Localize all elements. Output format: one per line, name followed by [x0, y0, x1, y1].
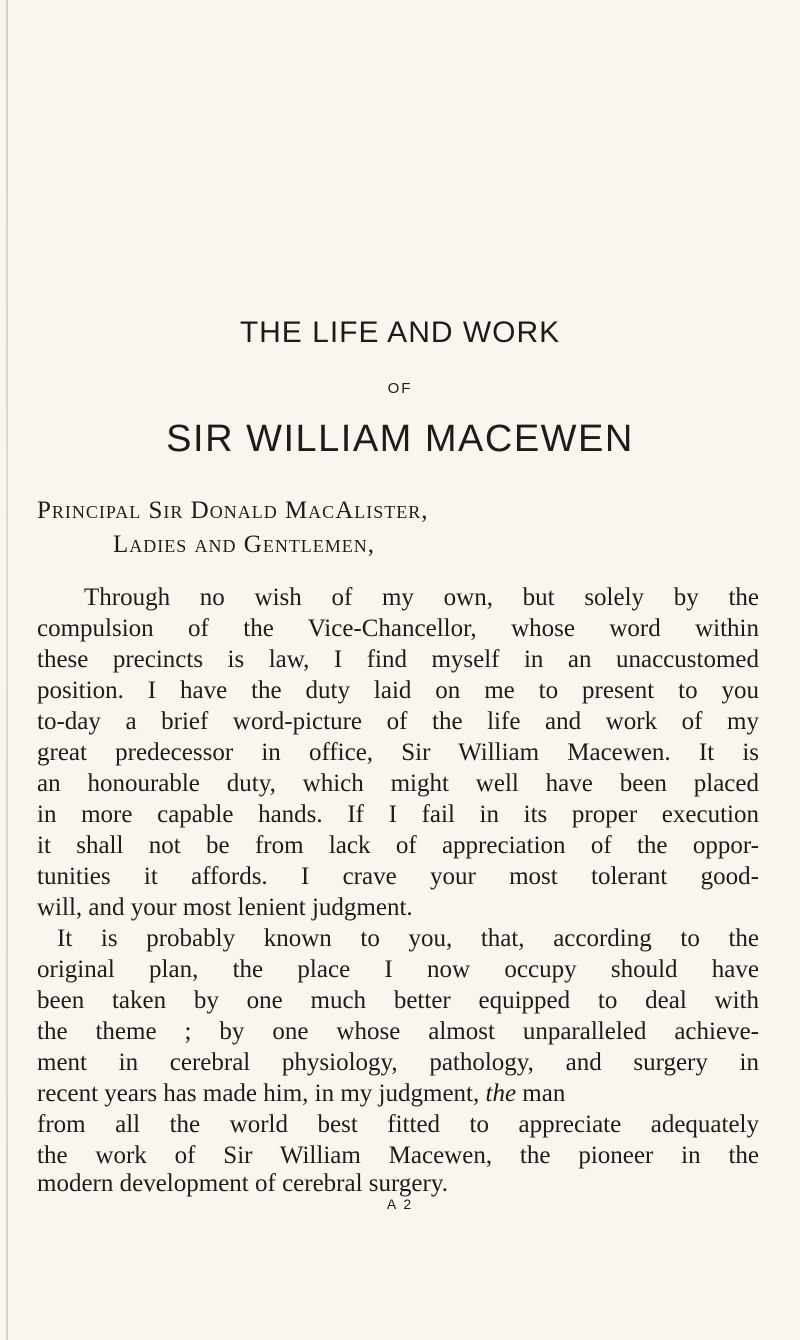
body-line: the work of Sir William Macewen, the pioneer in the — [37, 1142, 759, 1169]
body-line: position. I have the duty laid on me to present to you — [37, 677, 759, 704]
body-line: been taken by one much better equipped to deal with — [37, 987, 759, 1014]
body-line-segment: recent years has made him, in my judgment, — [37, 1080, 480, 1107]
body-line: modern development of cerebral surgery. — [37, 1170, 448, 1197]
salutation-line-1: Principal Sir Donald MacAlister, — [37, 497, 429, 524]
title-name: SIR WILLIAM MACEWEN — [166, 418, 634, 460]
body-line: ment in cerebral physiology, pathology, and surgery in — [37, 1049, 759, 1076]
printer-signature: A 2 — [386, 1196, 414, 1212]
emphasized-word: the — [485, 1080, 517, 1107]
body-line: will, and your most lenient judgment. — [37, 894, 413, 921]
body-line: Through no wish of my own, but solely by the — [84, 584, 759, 611]
body-line — [37, 1078, 759, 1110]
body-line: It is probably known to you, that, according to the — [57, 925, 759, 952]
body-line: an honourable duty, which might well have been placed — [37, 770, 759, 797]
body-line-segment: man — [522, 1080, 566, 1107]
body-line: from all the world best fitted to appreciate adequately — [37, 1111, 759, 1138]
page-edge — [6, 0, 8, 1340]
body-line: in more capable hands. If I fail in its proper execution — [37, 801, 759, 828]
title-main: THE LIFE AND WORK — [239, 316, 561, 349]
body-line: tunities it affords. I crave your most tolerant good- — [37, 863, 759, 890]
body-line: to-day a brief word-picture of the life and work of my — [37, 708, 759, 735]
body-line: original plan, the place I now occupy should have — [37, 956, 759, 983]
body-line: compulsion of the Vice-Chancellor, whose word within — [37, 615, 759, 642]
title-of: OF — [387, 380, 413, 397]
body-line: great predecessor in office, Sir William Macewen. It is — [37, 739, 759, 766]
body-line: it shall not be from lack of appreciation of the oppor- — [37, 832, 759, 859]
body-line: these precincts is law, I find myself in an unaccustomed — [37, 646, 759, 673]
body-line: the theme ; by one whose almost unparalleled achieve- — [37, 1018, 759, 1045]
salutation-line-2: Ladies and Gentlemen, — [113, 531, 376, 558]
